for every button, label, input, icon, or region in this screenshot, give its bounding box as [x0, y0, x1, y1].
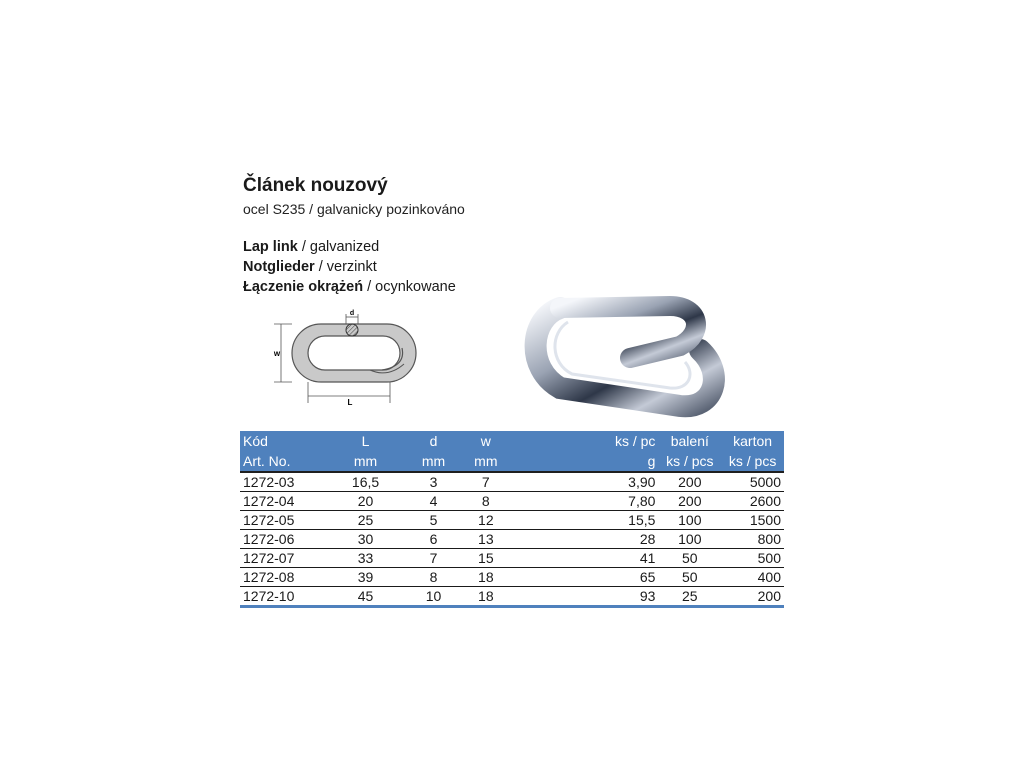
- cell-weight: 15,5: [512, 511, 658, 530]
- spec-table: [240, 431, 784, 608]
- cell-length: 30: [324, 530, 408, 549]
- cell-width: 7: [460, 472, 512, 492]
- table-row: [240, 492, 784, 511]
- cell-carton: 400: [721, 568, 784, 587]
- cell-package: 50: [658, 549, 721, 568]
- lap-link-diagram: [270, 308, 420, 408]
- cell-diameter: 8: [407, 568, 459, 587]
- subheader-width-unit: mm: [460, 451, 512, 472]
- subheader-carton-unit: ks / pcs: [721, 451, 784, 472]
- diagram-label-w: w: [273, 349, 281, 358]
- cell-code: 1272-04: [240, 492, 324, 511]
- cell-diameter: 6: [407, 530, 459, 549]
- header-weight: ks / pc: [512, 431, 658, 451]
- cell-package: 200: [658, 492, 721, 511]
- cell-code: 1272-08: [240, 568, 324, 587]
- table-subheader-row: [240, 451, 784, 472]
- cell-weight: 65: [512, 568, 658, 587]
- translation-de-name: Notglieder: [243, 259, 315, 275]
- cell-length: 39: [324, 568, 408, 587]
- lap-link-photo: [520, 288, 730, 418]
- cell-width: 15: [460, 549, 512, 568]
- cell-diameter: 3: [407, 472, 459, 492]
- translation-de-finish: / verzinkt: [314, 259, 377, 275]
- cell-diameter: 10: [407, 587, 459, 607]
- product-title: Článek nouzový: [243, 175, 388, 196]
- subheader-package-unit: ks / pcs: [658, 451, 721, 472]
- cell-code: 1272-07: [240, 549, 324, 568]
- subheader-diameter-unit: mm: [407, 451, 459, 472]
- subheader-code: Art. No.: [240, 451, 324, 472]
- table-row: [240, 568, 784, 587]
- cell-length: 45: [324, 587, 408, 607]
- subheader-length-unit: mm: [324, 451, 408, 472]
- translation-en: [243, 238, 379, 257]
- cell-length: 25: [324, 511, 408, 530]
- header-length: L: [324, 431, 408, 451]
- cell-width: 13: [460, 530, 512, 549]
- cell-diameter: 7: [407, 549, 459, 568]
- cell-length: 33: [324, 549, 408, 568]
- cell-weight: 93: [512, 587, 658, 607]
- cell-diameter: 5: [407, 511, 459, 530]
- table-row: [240, 530, 784, 549]
- cell-package: 25: [658, 587, 721, 607]
- header-width: w: [460, 431, 512, 451]
- cell-diameter: 4: [407, 492, 459, 511]
- cell-package: 100: [658, 511, 721, 530]
- cell-carton: 5000: [721, 472, 784, 492]
- translation-pl-finish: / ocynkowane: [363, 279, 456, 295]
- cell-carton: 200: [721, 587, 784, 607]
- cell-code: 1272-03: [240, 472, 324, 492]
- cell-package: 200: [658, 472, 721, 492]
- cell-carton: 800: [721, 530, 784, 549]
- cell-carton: 500: [721, 549, 784, 568]
- cell-code: 1272-06: [240, 530, 324, 549]
- cell-code: 1272-10: [240, 587, 324, 607]
- cell-carton: 1500: [721, 511, 784, 530]
- cell-package: 50: [658, 568, 721, 587]
- header-package: balení: [658, 431, 721, 451]
- cell-weight: 7,80: [512, 492, 658, 511]
- translation-en-finish: / galvanized: [297, 239, 380, 255]
- cell-width: 12: [460, 511, 512, 530]
- translation-de: [243, 258, 377, 277]
- product-subtitle: ocel S235 / galvanicky pozinkováno: [243, 201, 465, 217]
- cell-length: 20: [324, 492, 408, 511]
- diagram-label-d: d: [349, 310, 355, 317]
- table-row: [240, 511, 784, 530]
- header-carton: karton: [721, 431, 784, 451]
- table-header-row: [240, 431, 784, 451]
- table-row: [240, 587, 784, 607]
- cell-width: 18: [460, 568, 512, 587]
- cell-length: 16,5: [324, 472, 408, 492]
- header-code: Kód: [240, 431, 324, 451]
- diagram-label-L: L: [347, 398, 353, 407]
- cell-package: 100: [658, 530, 721, 549]
- table-row: [240, 472, 784, 492]
- cell-width: 18: [460, 587, 512, 607]
- cell-weight: 41: [512, 549, 658, 568]
- translation-pl: [243, 278, 456, 297]
- subheader-weight-unit: g: [512, 451, 658, 472]
- cell-carton: 2600: [721, 492, 784, 511]
- translation-en-name: Lap link: [243, 239, 298, 255]
- translation-pl-name: Łączenie okrążeń: [243, 279, 364, 295]
- table-row: [240, 549, 784, 568]
- cell-weight: 28: [512, 530, 658, 549]
- cell-code: 1272-05: [240, 511, 324, 530]
- header-diameter: d: [407, 431, 459, 451]
- cell-weight: 3,90: [512, 472, 658, 492]
- cell-width: 8: [460, 492, 512, 511]
